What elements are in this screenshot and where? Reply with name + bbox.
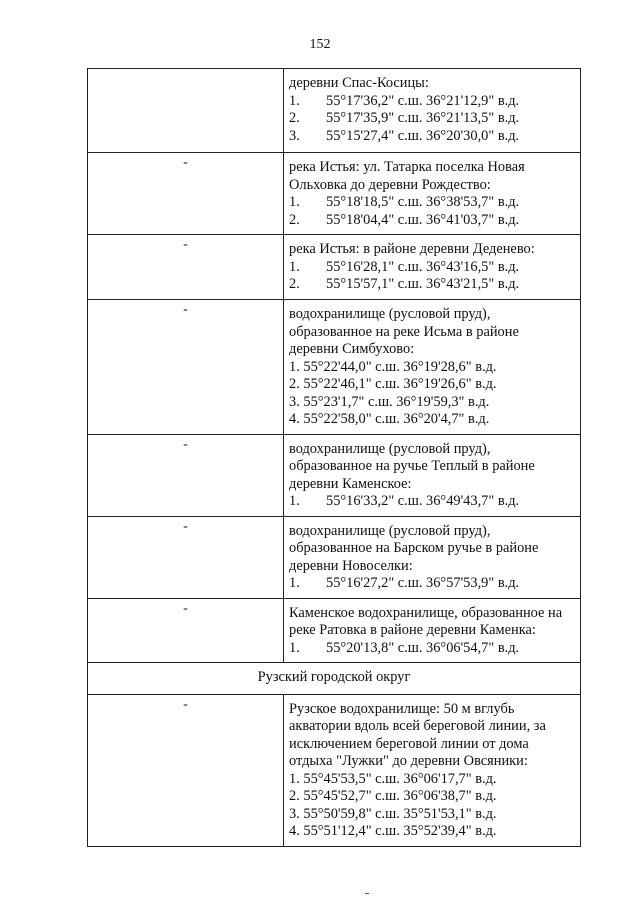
- text-line: водохранилище (русловой пруд),: [289, 522, 491, 539]
- text-line: деревни Симбухово:: [289, 341, 415, 357]
- row-description: [284, 434, 581, 516]
- text-line: Ольховка до деревни Рождество:: [289, 176, 491, 193]
- text-line: 3. 55°23'1,7" с.ш. 36°19'59,3" в.д.: [289, 393, 490, 410]
- text-line: отдыха "Лужки" до деревни Овсяники:: [289, 753, 528, 769]
- row-description: [284, 694, 581, 846]
- text-line: водохранилище (русловой пруд),: [289, 440, 491, 457]
- coordinate-number: 2.: [289, 110, 300, 126]
- text-line: реке Ратовка в районе деревни Каменка:: [289, 622, 536, 638]
- table-row: [88, 598, 581, 663]
- coordinate-value: 55°20'13,8" с.ш. 36°06'54,7" в.д.: [326, 639, 520, 656]
- row-marker: -: [88, 300, 284, 435]
- coordinate-value: 55°17'36,2" с.ш. 36°21'12,9" в.д.: [326, 92, 520, 109]
- scan-artifact: [365, 893, 369, 894]
- text-line: образованное на ручье Теплый в районе: [289, 458, 535, 474]
- row-description: [284, 235, 581, 300]
- text-line: деревни Новоселки:: [289, 557, 413, 574]
- text-line: образованное на Барском ручье в районе: [289, 540, 539, 556]
- text-line: река Истья: в районе деревни Деденево:: [289, 241, 535, 257]
- coordinate-value: 55°17'35,9" с.ш. 36°21'13,5" в.д.: [326, 110, 520, 126]
- coordinate-value: 55°16'28,1" с.ш. 36°43'16,5" в.д.: [326, 258, 520, 275]
- coordinate-item: [289, 640, 574, 658]
- text-line: водохранилище (русловой пруд),: [289, 306, 491, 322]
- row-marker: -: [88, 694, 284, 846]
- text-line: 4. 55°22'58,0" с.ш. 36°20'4,7" в.д.: [289, 411, 490, 427]
- coordinate-item: [289, 128, 574, 146]
- coordinate-number: 1.: [289, 258, 300, 275]
- coordinate-item: [289, 493, 574, 511]
- coordinate-value: 55°15'57,1" с.ш. 36°43'21,5" в.д.: [326, 276, 520, 292]
- table-row: [88, 516, 581, 598]
- table-row: [88, 300, 581, 435]
- row-marker: -: [88, 434, 284, 516]
- coordinate-value: 55°16'27,2" с.ш. 36°57'53,9" в.д.: [326, 575, 520, 591]
- text-line: река Истья: ул. Татарка поселка Новая: [289, 159, 525, 175]
- coordinate-item: [289, 259, 574, 277]
- text-line: 4. 55°51'12,4" с.ш. 35°52'39,4" в.д.: [289, 823, 497, 839]
- coordinate-item: [289, 575, 574, 593]
- row-marker: -: [88, 516, 284, 598]
- coordinate-number: 2.: [289, 211, 300, 228]
- coordinate-number: 1.: [289, 493, 300, 509]
- text-line: 2. 55°22'46,1" с.ш. 36°19'26,6" в.д.: [289, 376, 497, 392]
- text-line: исключением береговой линии от дома: [289, 735, 529, 752]
- coordinate-number: 1.: [289, 575, 300, 591]
- coordinate-number: 2.: [289, 276, 300, 292]
- coordinate-value: 55°15'27,4" с.ш. 36°20'30,0" в.д.: [326, 127, 520, 144]
- coordinate-item: [289, 93, 574, 111]
- coordinate-item: [289, 276, 574, 294]
- coordinate-item: [289, 194, 574, 212]
- water-bodies-table: [87, 68, 581, 847]
- text-line: акватории вдоль всей береговой линии, за: [289, 718, 546, 734]
- coordinate-value: 55°18'18,5" с.ш. 36°38'53,7" в.д.: [326, 194, 520, 210]
- text-line: деревни Спас-Косицы:: [289, 75, 429, 91]
- table-row: [88, 434, 581, 516]
- row-description: [284, 516, 581, 598]
- row-description: [284, 300, 581, 435]
- table-row: [88, 69, 581, 153]
- coordinate-number: 3.: [289, 127, 300, 144]
- row-marker: [88, 69, 284, 153]
- text-line: Каменское водохранилище, образованное на: [289, 604, 563, 621]
- row-description: [284, 69, 581, 153]
- text-line: Рузское водохранилище: 50 м вглубь: [289, 700, 515, 717]
- coordinate-value: 55°18'04,4" с.ш. 36°41'03,7" в.д.: [326, 211, 520, 228]
- row-marker: -: [88, 153, 284, 235]
- table-row: [88, 235, 581, 300]
- table-row: [88, 153, 581, 235]
- text-line: 3. 55°50'59,8" с.ш. 35°51'53,1" в.д.: [289, 805, 497, 822]
- row-description: [284, 153, 581, 235]
- coordinate-number: 1.: [289, 194, 300, 210]
- coordinate-number: 1.: [289, 639, 300, 656]
- coordinate-value: 55°16'33,2" с.ш. 36°49'43,7" в.д.: [326, 493, 520, 509]
- row-marker: -: [88, 598, 284, 663]
- page-number: 152: [309, 37, 331, 52]
- row-description: [284, 598, 581, 663]
- coordinate-item: [289, 110, 574, 128]
- section-title: Рузский городской округ: [88, 663, 581, 695]
- text-line: 1. 55°45'53,5" с.ш. 36°06'17,7" в.д.: [289, 770, 497, 787]
- text-line: образованное на реке Исьма в районе: [289, 323, 519, 340]
- text-line: деревни Каменское:: [289, 475, 412, 492]
- table-row: [88, 694, 581, 846]
- coordinate-number: 1.: [289, 92, 300, 109]
- text-line: 2. 55°45'52,7" с.ш. 36°06'38,7" в.д.: [289, 788, 497, 804]
- text-line: 1. 55°22'44,0" с.ш. 36°19'28,6" в.д.: [289, 358, 497, 375]
- row-marker: -: [88, 235, 284, 300]
- coordinate-item: [289, 212, 574, 230]
- section-row: [88, 663, 581, 695]
